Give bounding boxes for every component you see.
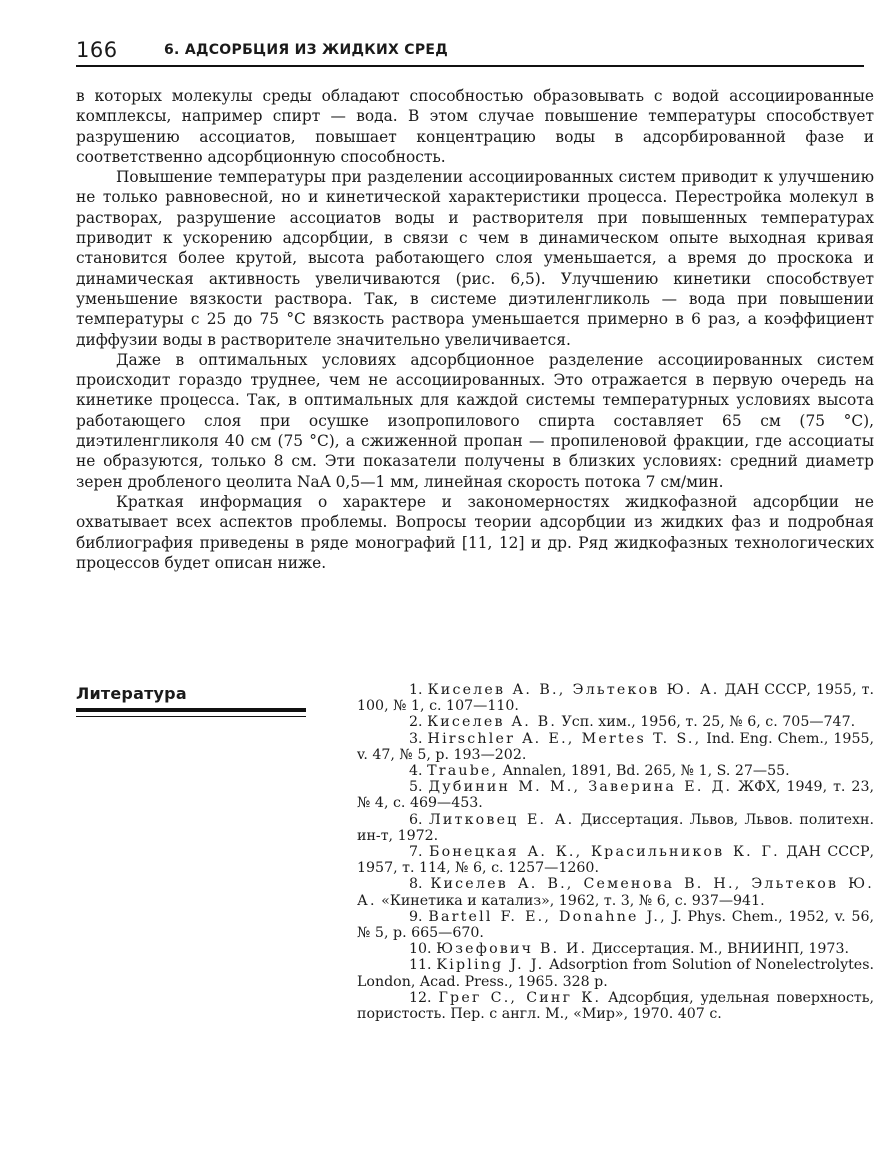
reference-number: 6. [409,811,423,828]
reference-number: 4. [409,763,423,780]
reference-authors: Киселев А. В., Эльтеков Ю. А. [427,682,720,698]
reference-item [357,682,874,714]
reference-source: Адсорбция, удельная поверхность, пористость. Пер. с англ. М., «Мир», 1970. 407 с. [357,989,875,1023]
reference-number: 10. [409,941,432,958]
body-text [76,86,874,573]
reference-source: Диссертация. Львов, Львов. политехн. ин-т, 1972. [357,811,874,844]
reference-item [357,957,874,989]
reference-authors: Литковец Е. А. [428,811,575,828]
reference-number: 3. [409,730,423,747]
reference-number: 8. [409,876,423,893]
reference-number: 11. [409,957,432,974]
reference-authors: Юзефович В. И. [436,941,588,958]
header-rule [76,65,864,67]
reference-source: J. Phys. Chem., 1952, v. 56, № 5, p. 665—670. [357,908,874,942]
reference-item [357,876,874,908]
reference-item [357,909,874,941]
reference-item [357,941,874,957]
reference-authors: Киселев А. В., Семенова В. Н., Эльтеков Ю. А. [357,876,874,909]
heading-rule-thick [76,708,306,712]
paragraph: Даже в оптимальных условиях адсорбционное разделение ассоциированных систем происходит гораздо труднее, чем не ассоциированных. Это отражается в первую очередь на кинетике процесса. Так, в оптимальных для каждой системы температурных условиях высота работающего слоя при осушке изопропилового спирта составляет 65 см (75 °С), диэтиленгликоля 40 см (75 °С), а сжиженной пропан — пропиленовой фракции, где ассоциаты не образуются, только 8 см. Эти показатели получены в близких условиях: средний диаметр зерен дробленого цеолита NaA 0,5—1 мм, линейная скорость потока 7 см/мин. [76,350,874,491]
reference-authors: Hirschler A. E., Mertes T. S., [427,730,702,747]
reference-authors: Грег С., Синг К. [438,989,602,1006]
reference-item [357,812,874,844]
reference-authors: Kipling J. J. [436,957,545,974]
reference-authors: Traube, [427,763,499,780]
paragraph: в которых молекулы среды обладают способностью образовывать с водой ассоциированные комплексы, например спирт — вода. В этом случае повышение температуры способствует разрушению ассоциатов, повышает концентрацию воды в адсорбированной фазе и соответственно адсорбционную способность. [76,87,874,166]
reference-source: Диссертация. М., ВНИИНП, 1973. [587,941,849,958]
literature-heading: Литература [76,684,187,703]
reference-authors: Бонецкая А. К., Красильников К. Г. [429,844,780,861]
reference-source: Annalen, 1891, Bd. 265, № 1, S. 27—55. [498,763,790,780]
reference-source: ЖФХ, 1949, т. 23, № 4, с. 469—453. [357,779,874,812]
reference-source: ДАН СССР, 1957, т. 114, № 6, с. 1257—1260. [357,844,874,877]
reference-item [357,844,874,876]
reference-number: 9. [409,908,423,925]
reference-item [357,714,874,730]
reference-authors: Bartell F. E., Donahne J., [428,908,667,925]
page-number: 166 [76,38,118,62]
literature-heading-block [76,684,306,704]
heading-rule-thin [76,716,306,717]
reference-source: «Кинетика и катализ», 1962, т. 3, № 6, с. 937—941. [376,892,765,909]
reference-authors: Дубинин М. М., Заверина Е. Д. [428,779,733,796]
reference-number: 12. [409,989,432,1006]
paragraph: Краткая информация о характере и закономерностях жидкофазной адсорбции не охватывает всех аспектов проблемы. Вопросы теории адсорбции из жидких фаз и подробная библиография приведены в ряде монографий [11, 12] и др. Ряд жидкофазных технологических процессов будет описан ниже. [76,492,874,572]
reference-list [357,682,874,1022]
reference-number: 1. [409,682,423,698]
reference-source: Ind. Eng. Chem., 1955, v. 47, № 5, p. 193—202. [357,730,875,763]
reference-number: 7. [409,844,423,861]
reference-source: Adsorption from Solution of Nonelectrolytes. London, Acad. Press., 1965. 328 p. [357,957,874,990]
reference-item [357,779,874,811]
paragraph: Повышение температуры при разделении ассоциированных систем приводит к улучшению не только равновесной, но и кинетической характеристики процесса. Перестройка молекул в растворах, разрушение ассоциатов воды и растворителя при повышенных температурах приводит к ускорению адсорбции, в связи с чем в динамическом опыте выходная кривая становится более крутой, высота работающего слоя уменьшается, а время до проскока и динамическая активность увеличиваются (рис. 6,5). Улучшению кинетики способствует уменьшение вязкости раствора. Так, в системе диэтиленгликоль — вода при повышении температуры с 25 до 75 °С вязкость раствора уменьшается примерно в 6 раз, а коэффициент диффузии воды в растворителе значительно увеличивается. [76,168,874,349]
reference-number: 2. [409,714,423,731]
reference-source: ДАН СССР, 1955, т. 100, № 1, с. 107—110. [357,682,874,715]
reference-number: 5. [409,779,423,796]
chapter-title: 6. АДСОРБЦИЯ ИЗ ЖИДКИХ СРЕД [164,42,449,58]
reference-item [357,763,874,779]
reference-source: Усп. хим., 1956, т. 25, № 6, с. 705—747. [557,714,856,731]
running-head [76,36,864,68]
reference-item [357,731,874,763]
reference-item [357,990,874,1022]
reference-authors: Киселев А. В. [427,714,558,731]
